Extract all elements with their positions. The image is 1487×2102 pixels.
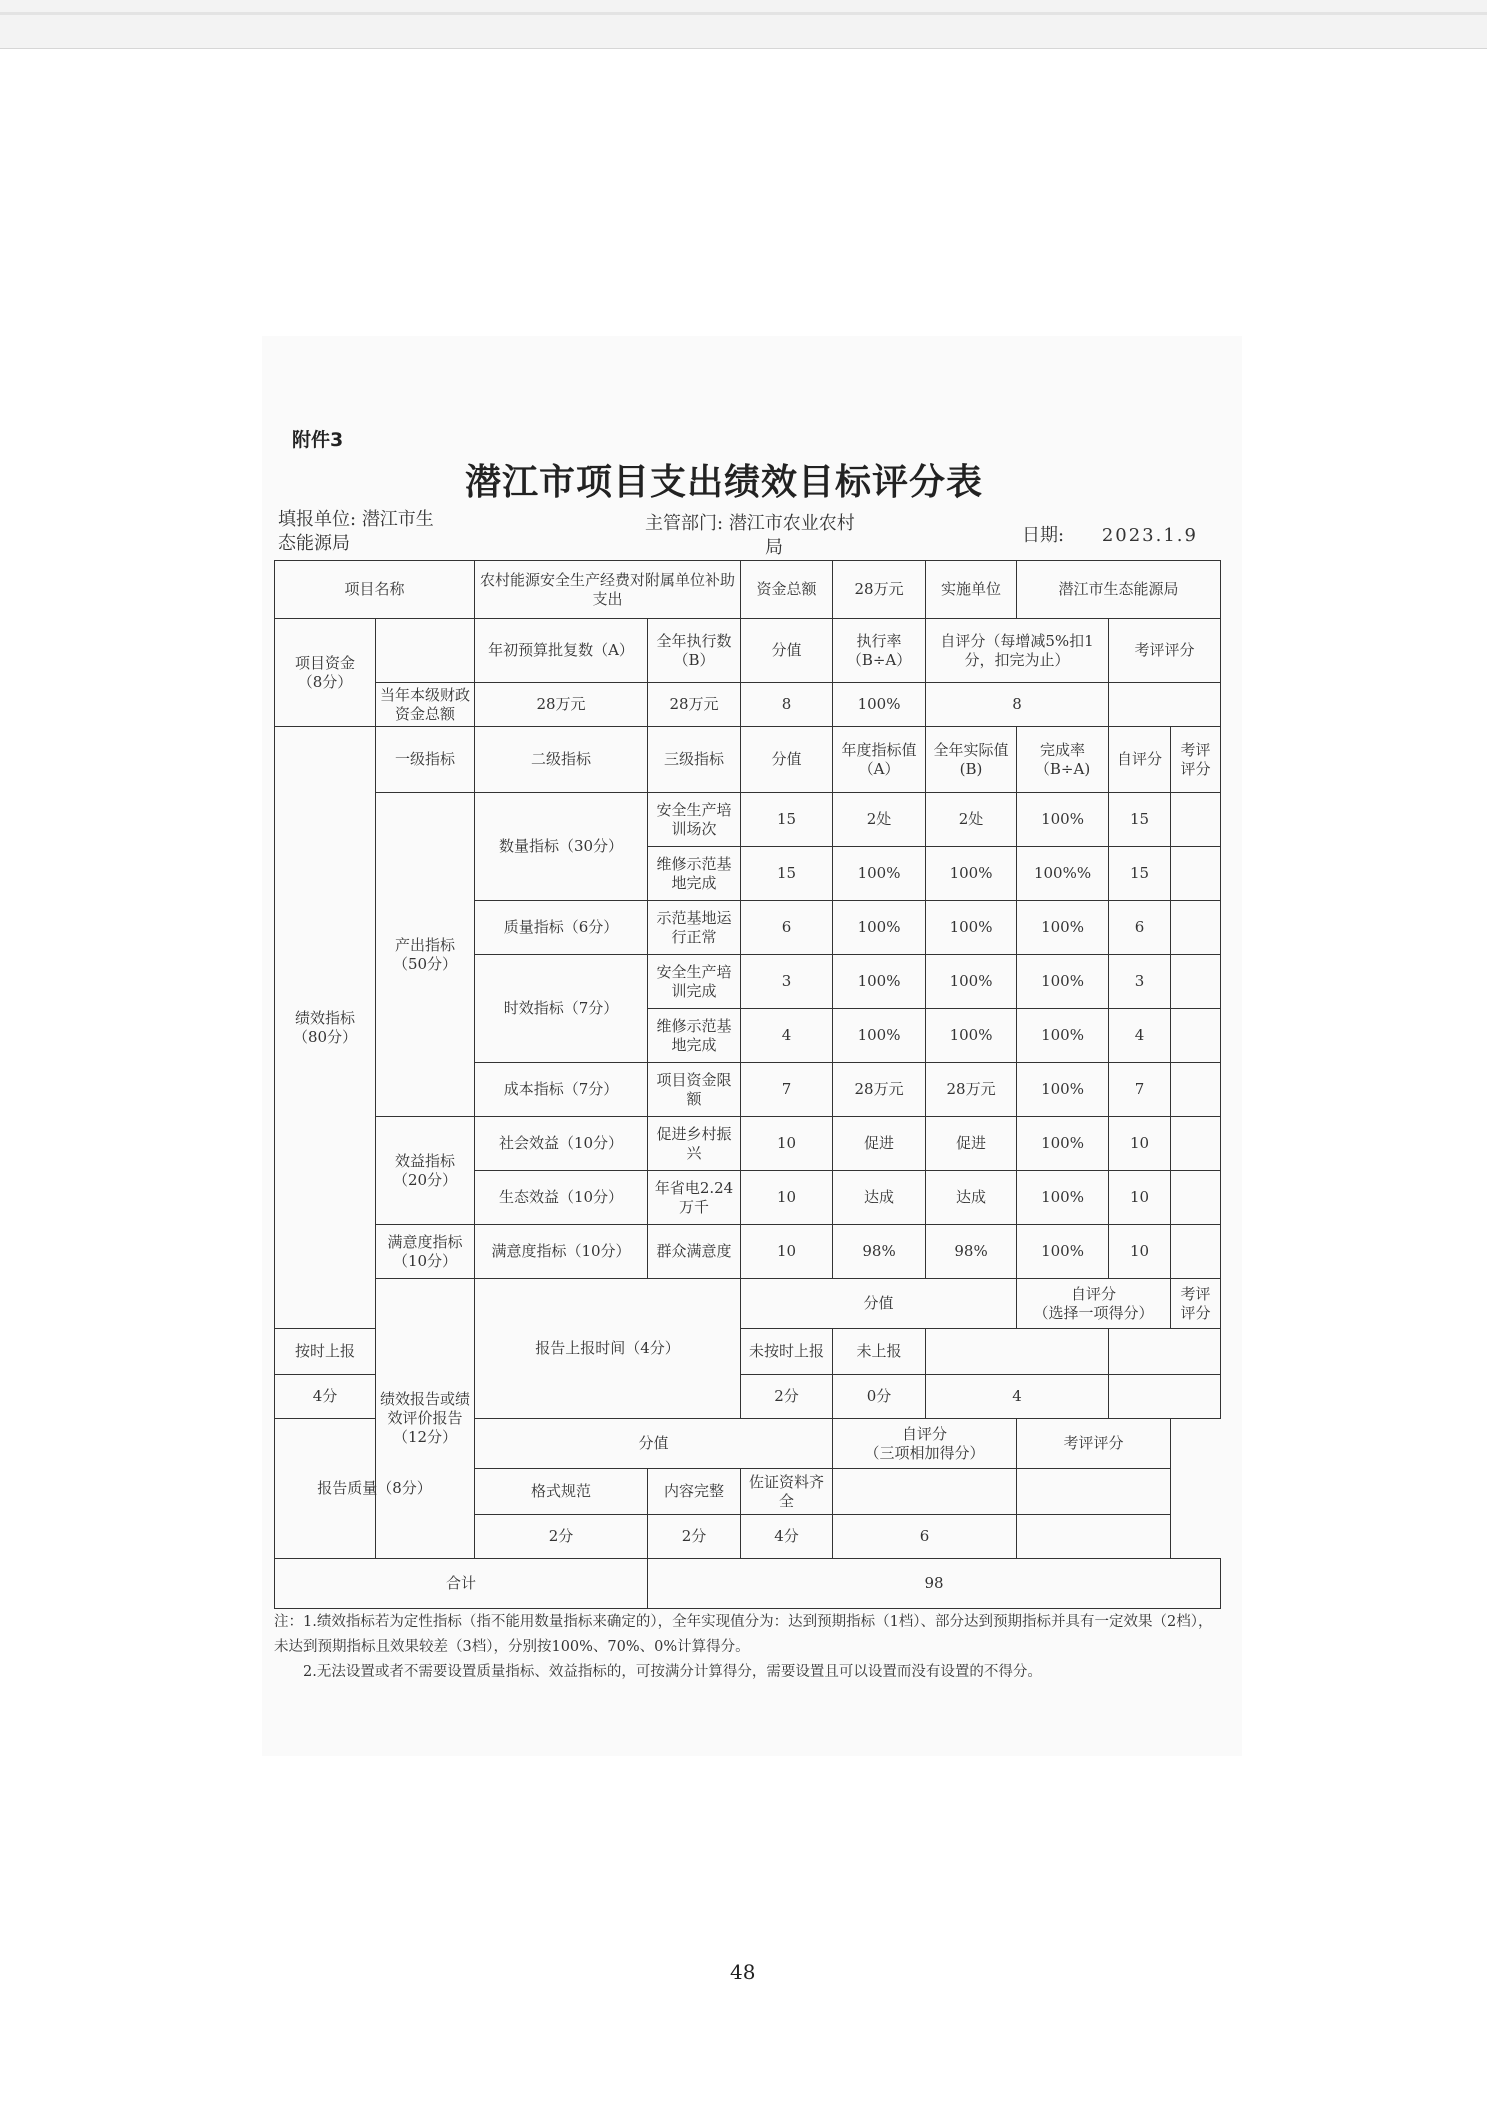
level3-cell: 促进乡村振兴 (648, 1117, 741, 1171)
funds-h-annual: 全年执行数（B） (648, 619, 741, 683)
rate-cell: 100% (1017, 1063, 1109, 1117)
review-cell (1171, 793, 1221, 847)
funds-label: 项目资金 （8分） (275, 619, 376, 727)
target-cell: 达成 (833, 1171, 926, 1225)
impl-unit-value: 潜江市生态能源局 (1017, 561, 1221, 619)
level3-cell: 项目资金限额 (648, 1063, 741, 1117)
total-funds-value: 28万元 (833, 561, 926, 619)
perf-h-self: 自评分 (1109, 727, 1171, 793)
target-cell: 100% (833, 955, 926, 1009)
perf-h-score: 分值 (741, 727, 833, 793)
actual-cell: 促进 (926, 1117, 1017, 1171)
report-time-score-label: 分值 (741, 1279, 1017, 1329)
actual-cell: 达成 (926, 1171, 1017, 1225)
actual-cell: 100% (926, 1009, 1017, 1063)
score-cell: 3 (741, 955, 833, 1009)
perf-h-level1: 一级指标 (376, 727, 475, 793)
report-quality-self-header: 自评分 （三项相加得分） (833, 1419, 1017, 1469)
actual-cell: 2处 (926, 793, 1017, 847)
level3-cell: 维修示范基地完成 (648, 1009, 741, 1063)
report-time-review-blank (1109, 1329, 1221, 1375)
review-cell (1171, 955, 1221, 1009)
actual-cell: 100% (926, 955, 1017, 1009)
level3-cell: 安全生产培训完成 (648, 955, 741, 1009)
note-1: 注：1.绩效指标若为定性指标（指不能用数量指标来确定的），全年实现值分为：达到预期指标（1档）、部分达到预期指标并具有一定效果（2档），未达到预期指标且效果较差（3档），分别按100%、70%、0%计算得分。 (274, 1614, 1213, 1655)
review-cell (1171, 1117, 1221, 1171)
rate-cell: 100% (1017, 1225, 1109, 1279)
funds-header-row (275, 619, 1221, 683)
cost-indicator-label: 成本指标（7分） (475, 1063, 648, 1117)
target-cell: 100% (833, 901, 926, 955)
impl-unit-label: 实施单位 (926, 561, 1017, 619)
funds-initial: 28万元 (475, 683, 648, 727)
perf-header-row (275, 727, 1221, 793)
rate-cell: 100% (1017, 793, 1109, 847)
output-indicator-label: 产出指标 （50分） (376, 793, 475, 1117)
score-cell: 10 (741, 1171, 833, 1225)
report-time-label: 报告上报时间（4分） (475, 1279, 741, 1419)
supervising-dept (645, 512, 935, 560)
level3-cell: 群众满意度 (648, 1225, 741, 1279)
report-time-review-score (1109, 1375, 1221, 1419)
content-item: 内容完整 (648, 1469, 741, 1515)
table-row (275, 793, 1221, 847)
funds-review (1109, 683, 1221, 727)
review-cell (1171, 1225, 1221, 1279)
satisfaction-indicator-label: 满意度指标 （10分） (376, 1225, 475, 1279)
dept-label: 主管部门: (645, 513, 724, 534)
rate-cell: 100% (1017, 901, 1109, 955)
report-quality-review-blank (1017, 1469, 1171, 1515)
funds-blank (376, 619, 475, 683)
self-cell: 15 (1109, 793, 1171, 847)
score-cell: 10 (741, 1225, 833, 1279)
quantity-indicator-label: 数量指标（30分） (475, 793, 648, 901)
notes (274, 1610, 1220, 1685)
fill-unit-value-a: 潜江市生 (361, 509, 434, 530)
actual-cell: 100% (926, 901, 1017, 955)
date-label: 日期: (1022, 525, 1065, 546)
rate-cell: 100% (1017, 1009, 1109, 1063)
score-cell: 7 (741, 1063, 833, 1117)
self-cell: 6 (1109, 901, 1171, 955)
funds-score: 8 (741, 683, 833, 727)
table-row (275, 1117, 1221, 1171)
self-cell: 10 (1109, 1225, 1171, 1279)
target-cell: 98% (833, 1225, 926, 1279)
none-option: 未上报 (833, 1329, 926, 1375)
perf-h-level2: 二级指标 (475, 727, 648, 793)
level3-cell: 示范基地运行正常 (648, 901, 741, 955)
timeliness-indicator-label: 时效指标（7分） (475, 955, 648, 1063)
review-cell (1171, 1063, 1221, 1117)
report-time-header-row (275, 1279, 1221, 1329)
report-quality-review-header: 考评评分 (1017, 1419, 1171, 1469)
review-cell (1171, 1009, 1221, 1063)
late-points: 2分 (741, 1375, 833, 1419)
level3-cell: 安全生产培训场次 (648, 793, 741, 847)
fill-unit-label: 填报单位: (278, 509, 357, 530)
project-name-label: 项目名称 (275, 561, 475, 619)
report-time-self-header: 自评分 （选择一项得分） (1017, 1279, 1171, 1329)
report-quality-self-score: 6 (833, 1515, 1017, 1559)
self-cell: 3 (1109, 955, 1171, 1009)
target-cell: 100% (833, 847, 926, 901)
report-quality-review-score (1017, 1515, 1171, 1559)
funds-value-row (275, 683, 1221, 727)
funds-h-review: 考评评分 (1109, 619, 1221, 683)
self-cell: 15 (1109, 847, 1171, 901)
self-cell: 7 (1109, 1063, 1171, 1117)
score-cell: 10 (741, 1117, 833, 1171)
ontime-option: 按时上报 (275, 1329, 376, 1375)
score-cell: 15 (741, 793, 833, 847)
evidence-item: 佐证资料齐全 (741, 1469, 833, 1515)
report-time-self-score: 4 (926, 1375, 1109, 1419)
target-cell: 2处 (833, 793, 926, 847)
scan-top-band (0, 0, 1487, 49)
report-time-self-blank (926, 1329, 1109, 1375)
fill-unit-value-b: 态能源局 (278, 533, 350, 554)
note-2: 2.无法设置或者不需要设置质量指标、效益指标的，可按满分计算得分，需要设置且可以设置而没有设置的不得分。 (303, 1664, 1042, 1680)
review-cell (1171, 1171, 1221, 1225)
table-row (275, 1225, 1221, 1279)
rate-cell: 100%% (1017, 847, 1109, 901)
none-points: 0分 (833, 1375, 926, 1419)
perf-h-completion: 完成率（B÷A) (1017, 727, 1109, 793)
funds-h-rate: 执行率（B÷A） (833, 619, 926, 683)
total-row (275, 1559, 1221, 1609)
funds-rate: 100% (833, 683, 926, 727)
funds-annual: 28万元 (648, 683, 741, 727)
page-title: 潜江市项目支出绩效目标评分表 (465, 461, 984, 503)
self-cell: 10 (1109, 1171, 1171, 1225)
evidence-points: 4分 (741, 1515, 833, 1559)
actual-cell: 28万元 (926, 1063, 1017, 1117)
satisfaction-level2-label: 满意度指标（10分） (475, 1225, 648, 1279)
level3-cell: 年省电2.24万千 (648, 1171, 741, 1225)
quality-indicator-label: 质量指标（6分） (475, 901, 648, 955)
report-label: 绩效报告或绩效评价报告 （12分） (376, 1279, 475, 1559)
page-number: 48 (730, 1960, 756, 1984)
funds-self: 8 (926, 683, 1109, 727)
total-funds-label: 资金总额 (741, 561, 833, 619)
attachment-label: 附件3 (292, 429, 344, 451)
ontime-points: 4分 (275, 1375, 376, 1419)
late-option: 未按时上报 (741, 1329, 833, 1375)
rate-cell: 100% (1017, 1117, 1109, 1171)
funds-h-initial: 年初预算批复数（A） (475, 619, 648, 683)
score-table (274, 560, 1221, 1609)
format-points: 2分 (475, 1515, 648, 1559)
score-cell: 4 (741, 1009, 833, 1063)
social-benefit-label: 社会效益（10分） (475, 1117, 648, 1171)
content-points: 2分 (648, 1515, 741, 1559)
date (1022, 524, 1222, 548)
funds-row-label: 当年本级财政资金总额 (376, 683, 475, 727)
target-cell: 100% (833, 1009, 926, 1063)
level3-cell: 维修示范基地完成 (648, 847, 741, 901)
score-cell: 15 (741, 847, 833, 901)
perf-h-actual: 全年实际值(B) (926, 727, 1017, 793)
review-cell (1171, 847, 1221, 901)
benefit-indicator-label: 效益指标 （20分） (376, 1117, 475, 1225)
rate-cell: 100% (1017, 1171, 1109, 1225)
eco-benefit-label: 生态效益（10分） (475, 1171, 648, 1225)
report-time-review-header: 考评 评分 (1171, 1279, 1221, 1329)
report-quality-self-blank (833, 1469, 1017, 1515)
total-label: 合计 (275, 1559, 648, 1609)
date-value: 2023.1.9 (1101, 525, 1198, 546)
actual-cell: 98% (926, 1225, 1017, 1279)
target-cell: 促进 (833, 1117, 926, 1171)
target-cell: 28万元 (833, 1063, 926, 1117)
rate-cell: 100% (1017, 955, 1109, 1009)
review-cell (1171, 901, 1221, 955)
perf-label: 绩效指标 （80分） (275, 727, 376, 1329)
perf-h-review: 考评评分 (1171, 727, 1221, 793)
project-name-value: 农村能源安全生产经费对附属单位补助支出 (475, 561, 741, 619)
score-cell: 6 (741, 901, 833, 955)
project-info-row (275, 561, 1221, 619)
report-quality-score-label: 分值 (475, 1419, 833, 1469)
funds-h-score: 分值 (741, 619, 833, 683)
actual-cell: 100% (926, 847, 1017, 901)
report-quality-label: 报告质量（8分） (275, 1419, 475, 1559)
self-cell: 10 (1109, 1117, 1171, 1171)
dept-value-b: 局 (765, 537, 783, 558)
self-cell: 4 (1109, 1009, 1171, 1063)
perf-h-level3: 三级指标 (648, 727, 741, 793)
total-value: 98 (648, 1559, 1221, 1609)
dept-value-a: 潜江市农业农村 (728, 513, 855, 534)
perf-h-target: 年度指标值（A） (833, 727, 926, 793)
format-item: 格式规范 (475, 1469, 648, 1515)
funds-h-self: 自评分（每增减5%扣1分，扣完为止） (926, 619, 1109, 683)
fill-unit (278, 508, 498, 556)
